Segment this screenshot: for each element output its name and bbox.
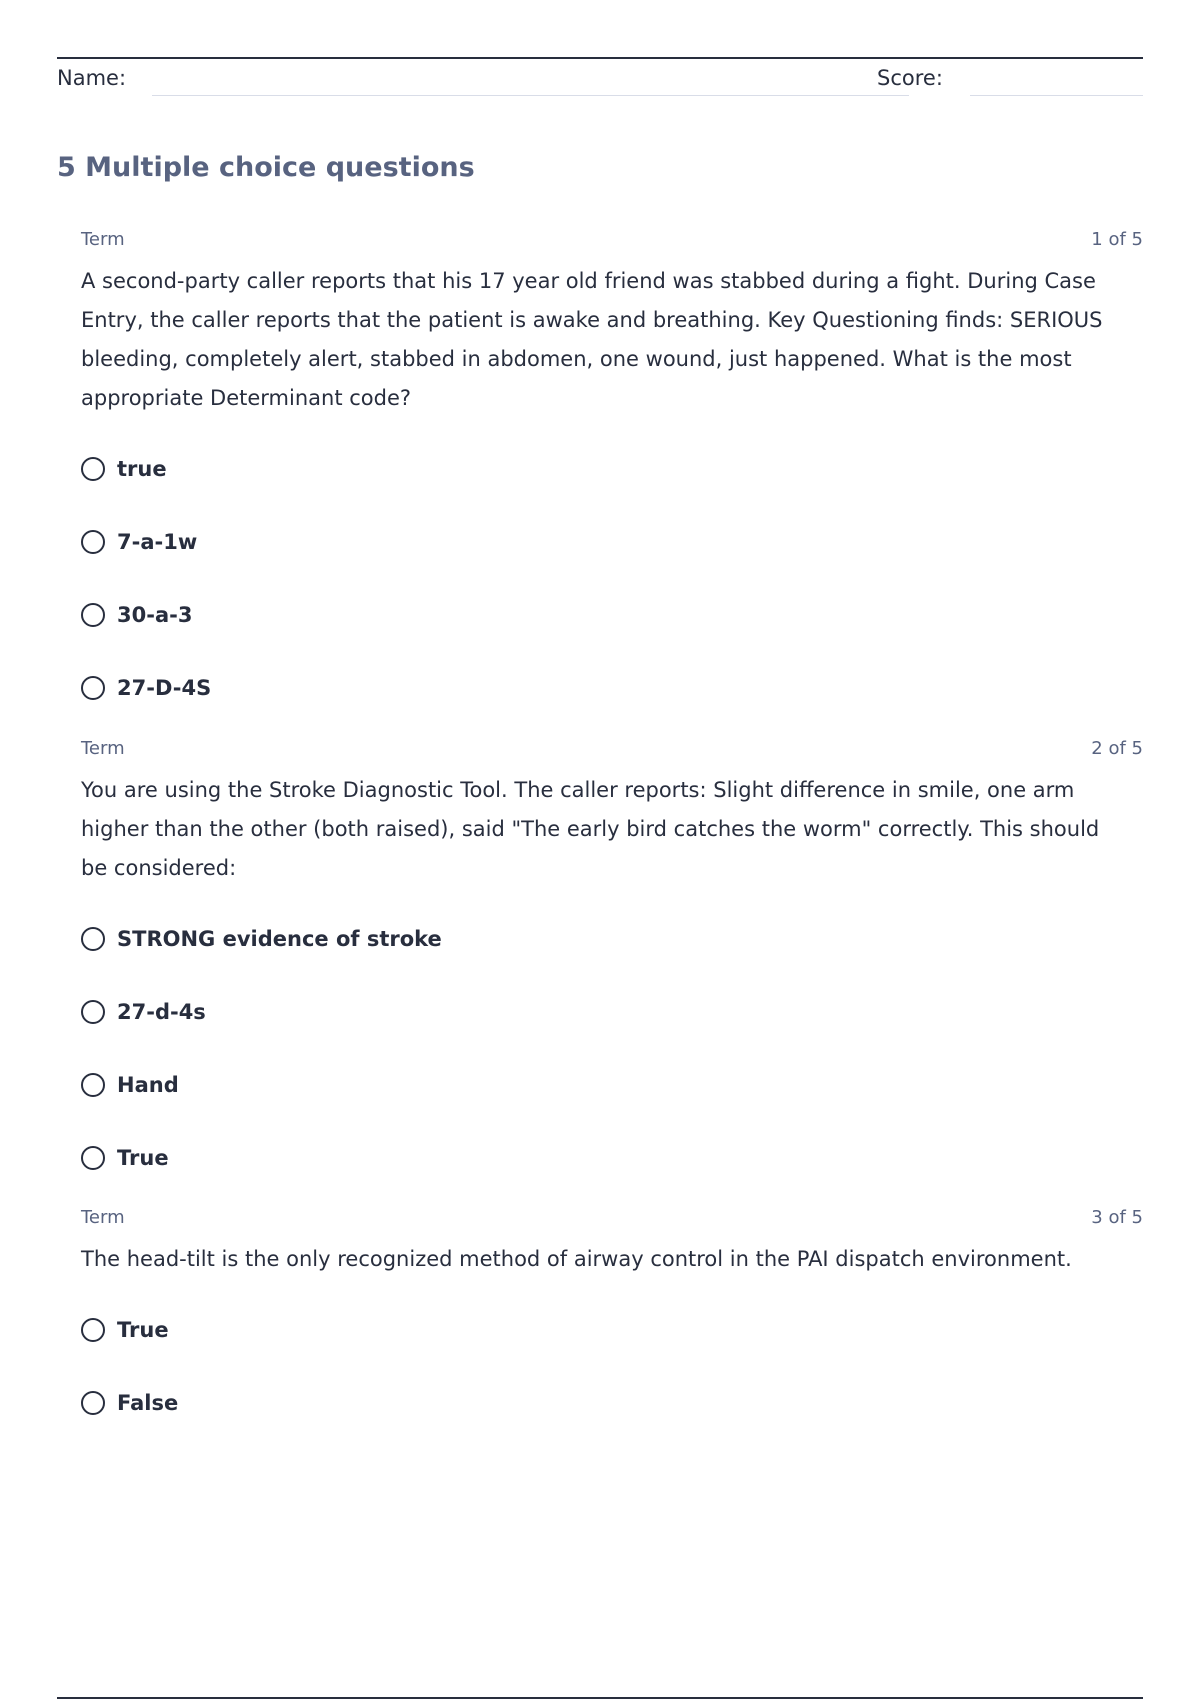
option-label: Hand: [117, 1072, 179, 1097]
radio-circle-icon[interactable]: [81, 1391, 105, 1415]
radio-circle-icon[interactable]: [81, 603, 105, 627]
radio-circle-icon[interactable]: [81, 1146, 105, 1170]
worksheet-page: [57, 0, 1143, 1700]
question-counter: 3 of 5: [1091, 1207, 1143, 1228]
question-meta: [81, 228, 1143, 254]
radio-circle-icon[interactable]: [81, 676, 105, 700]
option-label: True: [117, 1145, 169, 1170]
question-counter: 1 of 5: [1091, 229, 1143, 250]
answer-option[interactable]: [81, 902, 1143, 975]
score-field-line[interactable]: [970, 95, 1143, 96]
question-2: [81, 737, 1143, 1194]
question-3: [81, 1206, 1143, 1439]
answer-option[interactable]: [81, 505, 1143, 578]
question-meta: [81, 737, 1143, 763]
radio-circle-icon[interactable]: [81, 457, 105, 481]
answer-option[interactable]: [81, 1121, 1143, 1194]
option-label: 27-d-4s: [117, 999, 206, 1024]
term-label: Term: [81, 229, 125, 250]
question-meta: [81, 1206, 1143, 1232]
option-label: 27-D-4S: [117, 675, 212, 700]
question-text: A second-party caller reports that his 17 year old friend was stabbed during a fight. During Case Entry, the caller reports that the patient is awake and breathing. Key Questioning finds: SERIOUS bleeding, completely alert, stabbed in abdomen, one wound, just happened. What is the most appropriate Determinant code?: [81, 269, 1103, 410]
radio-circle-icon[interactable]: [81, 927, 105, 951]
radio-circle-icon[interactable]: [81, 530, 105, 554]
name-label: Name:: [57, 66, 127, 90]
term-label: Term: [81, 738, 125, 759]
radio-circle-icon[interactable]: [81, 1073, 105, 1097]
option-label: 30-a-3: [117, 602, 193, 627]
option-label: True: [117, 1317, 169, 1342]
answer-option[interactable]: [81, 975, 1143, 1048]
option-label: true: [117, 456, 167, 481]
answer-option[interactable]: [81, 1048, 1143, 1121]
radio-circle-icon[interactable]: [81, 1000, 105, 1024]
score-label: Score:: [877, 66, 943, 90]
name-field-line[interactable]: [152, 95, 909, 96]
answer-options: [81, 902, 1143, 1194]
question-text: You are using the Stroke Diagnostic Tool. The caller reports: Slight difference in smile, one arm higher than the other (both raised), said "The early bird catches the worm" correctly. This should be considered:: [81, 778, 1100, 880]
option-label: 7-a-1w: [117, 529, 198, 554]
answer-option[interactable]: [81, 578, 1143, 651]
answer-option[interactable]: [81, 1293, 1143, 1366]
question-1: [81, 228, 1143, 724]
answer-option[interactable]: [81, 651, 1143, 724]
answer-option[interactable]: [81, 432, 1143, 505]
answer-options: [81, 1293, 1143, 1439]
question-text: The head-tilt is the only recognized method of airway control in the PAI dispatch environment.: [81, 1247, 1072, 1271]
option-label: STRONG evidence of stroke: [117, 926, 442, 951]
top-divider: [57, 57, 1143, 59]
bottom-divider: [57, 1697, 1143, 1699]
answer-option[interactable]: [81, 1366, 1143, 1439]
option-label: False: [117, 1390, 179, 1415]
question-counter: 2 of 5: [1091, 738, 1143, 759]
header-row: [57, 64, 1143, 98]
term-label: Term: [81, 1207, 125, 1228]
answer-options: [81, 432, 1143, 724]
section-title: 5 Multiple choice questions: [57, 152, 475, 183]
radio-circle-icon[interactable]: [81, 1318, 105, 1342]
